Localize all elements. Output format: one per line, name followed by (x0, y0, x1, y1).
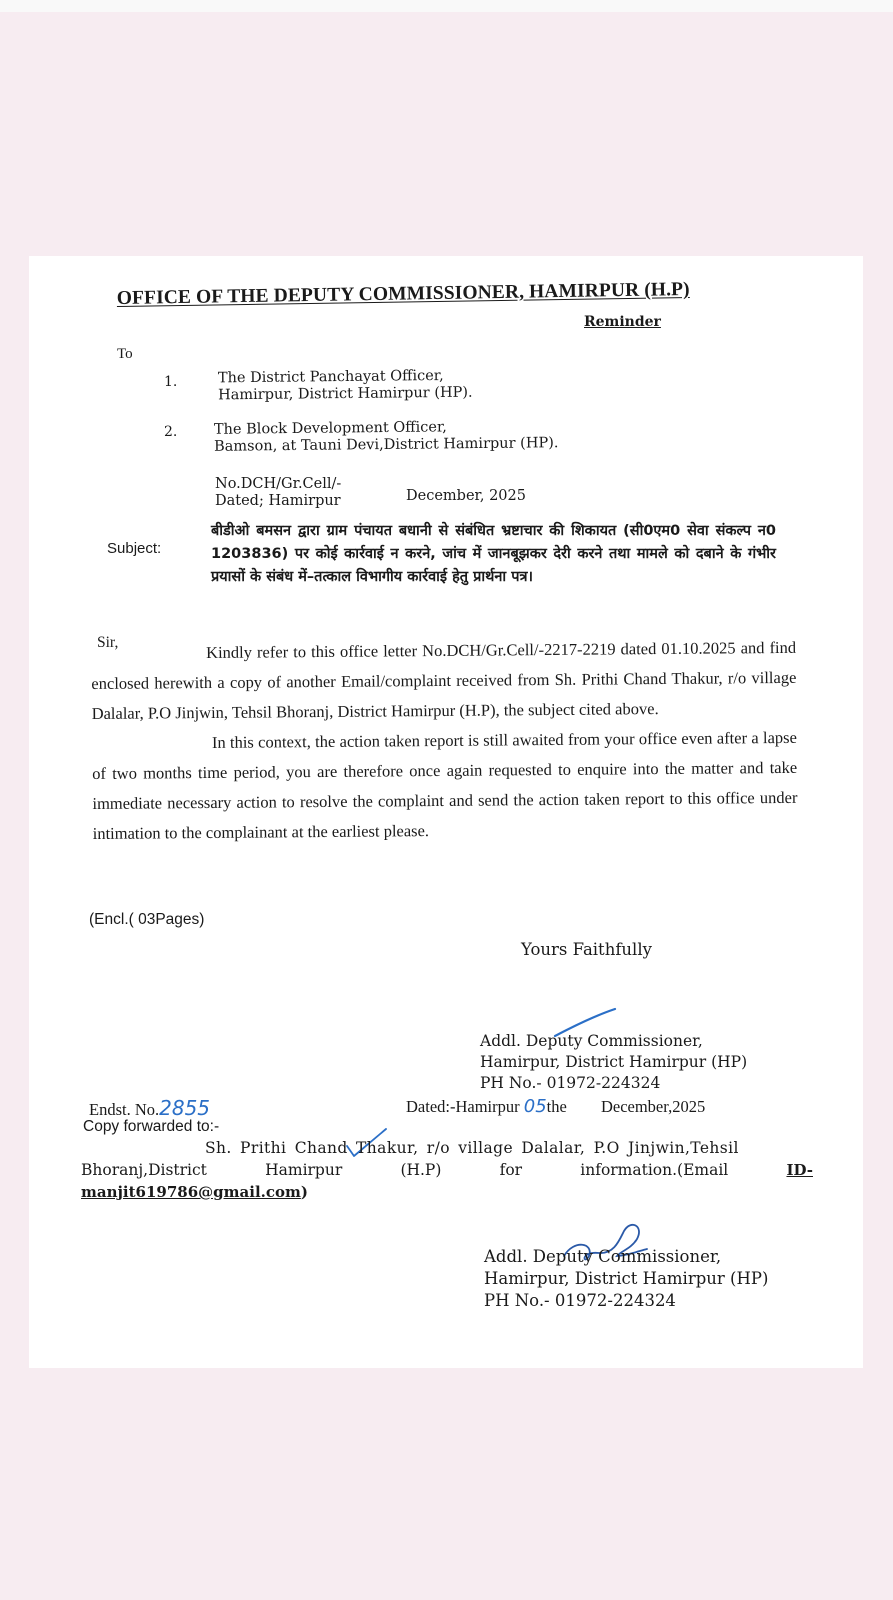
reminder-tag: Reminder (584, 314, 661, 330)
recipient-line: Bamson, at Tauni Devi,District Hamirpur (HP). (214, 435, 559, 455)
id-label: ID- (786, 1161, 813, 1179)
day-handwritten: 05 (523, 1096, 547, 1117)
recipient-address (218, 368, 473, 405)
dated-prefix: Dated:-Hamirpur (406, 1097, 520, 1116)
signatory-phone: PH No.- 01972-224324 (484, 1291, 676, 1310)
office-title: OFFICE OF THE DEPUTY COMMISSIONER, HAMIRPUR (H.P) (116, 279, 690, 310)
signatory-title: Addl. Deputy Commissioner, (480, 1032, 703, 1050)
endst-number-handwritten: 2855 (159, 1096, 211, 1120)
copy-forwarded-label: Copy forwarded to:- (83, 1118, 220, 1135)
subject-text: बीडीओ बमसन द्वारा ग्राम पंचायत बधानी से संबंधित भ्रष्टाचार की शिकायत (सी0एम0 सेवा संकल्प न0 1203836) पर कोई कार्रवाई न करने, जांच में जानबूझकर देरी करने तथा मामले को दबाने के गंभीर प्रयासों के संबंध में–तत्काल विभागीय कार्रवाई हेतु प्रार्थना पत्र। (211, 523, 776, 585)
status-bar-strip (0, 0, 893, 12)
body-paragraph-1: Kindly refer to this office letter No.DCH/Gr.Cell/-2217-2219 dated 01.10.2025 and find enclosed herewith a copy of another Email/complaint received from Sh. Prithi Chand Thakur, r/o village Dalalar, P.O Jinjwin, Tehsil Bhoranj, District Hamirpur (H.P), the subject cited above. (91, 637, 797, 723)
subject-label: Subject: (107, 540, 162, 557)
endorsement-date-line (406, 1096, 705, 1117)
body-paragraphs (91, 633, 798, 849)
reference-date: December, 2025 (406, 488, 526, 504)
signatory-address: Hamirpur, District Hamirpur (HP) (484, 1269, 769, 1288)
email-line (81, 1183, 308, 1202)
endst-label: Endst. No. (89, 1100, 160, 1119)
signatory-title: Addl. Deputy Commissioner, (484, 1247, 722, 1266)
reference-number: No.DCH/Gr.Cell/- (215, 476, 342, 492)
to-label: To (117, 346, 133, 362)
signatory-address: Hamirpur, District Hamirpur (HP) (480, 1053, 748, 1071)
signatory-block-2 (484, 1246, 768, 1312)
email-close-paren: ) (300, 1183, 308, 1201)
copy-word: (H.P) (400, 1161, 442, 1179)
day-suffix: the (546, 1097, 567, 1116)
salutation: Sir, (97, 634, 119, 651)
copy-word: Hamirpur (265, 1161, 343, 1179)
recipient-line: The District Panchayat Officer, (217, 367, 444, 387)
document-page (29, 256, 863, 1368)
reference-block (215, 476, 341, 510)
recipient-line: Hamirpur, District Hamirpur (HP). (218, 384, 473, 404)
copy-recipient-line-1: Sh. Prithi Chand Thakur, r/o village Dalalar, P.O Jinjwin,Tehsil (205, 1139, 739, 1157)
copy-word: for (499, 1161, 523, 1179)
recipient-number: 1. (164, 374, 178, 390)
recipient-address (214, 418, 559, 456)
reference-dated-label: Dated; Hamirpur (215, 493, 341, 509)
yours-faithfully: Yours Faithfully (521, 940, 652, 959)
copy-word (580, 1161, 728, 1179)
recipient-line: The Block Development Officer, (213, 419, 447, 438)
info-email-label: information.(Email (580, 1161, 729, 1179)
signatory-phone: PH No.- 01972-224324 (480, 1074, 661, 1092)
recipient-number: 2. (164, 424, 178, 440)
month-year: December,2025 (600, 1097, 706, 1116)
endorsement-number-line (89, 1096, 210, 1120)
copy-word: Bhoranj,District (81, 1161, 207, 1179)
copy-recipient-line-2 (81, 1161, 813, 1179)
enclosure-note: (Encl.( 03Pages) (89, 911, 205, 928)
body-paragraph-2: In this context, the action taken report is still awaited from your office even after a lapse of two months time period, you are therefore once again requested to enquire into the matter and take immediate necessary action to resolve the complaint and send the action taken report to this office under intimation to the complainant at the earliest please. (92, 727, 798, 843)
signatory-block (480, 1031, 747, 1094)
complainant-email-link[interactable]: manjit619786@gmail.com (81, 1183, 301, 1201)
